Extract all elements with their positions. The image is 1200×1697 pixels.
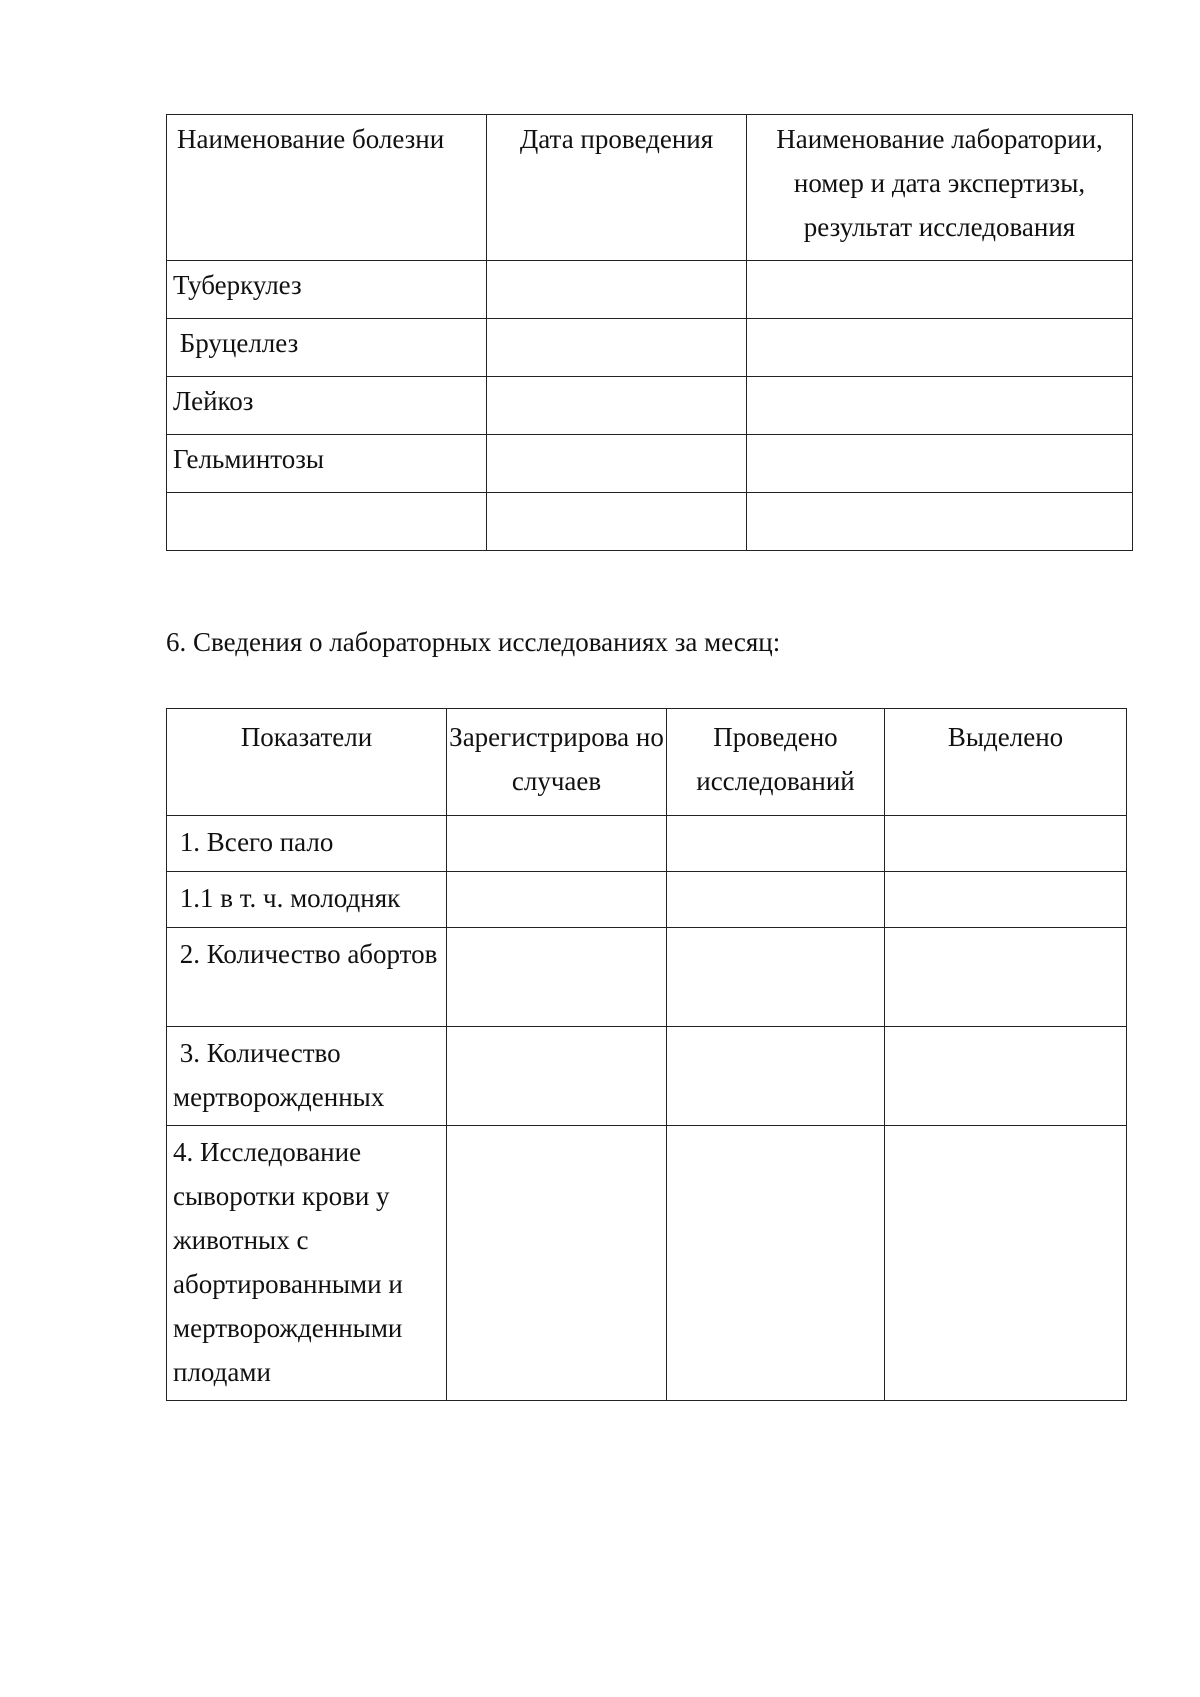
registered-cell [447, 1027, 667, 1126]
disease-name-cell: Бруцеллез [167, 319, 487, 377]
indicator-cell: 3. Количество мертворожденных [167, 1027, 447, 1126]
laboratory-cell [747, 377, 1133, 435]
isolated-cell [885, 816, 1127, 872]
date-cell [487, 435, 747, 493]
table-row [167, 493, 1133, 551]
column-header-isolated: Выделено [885, 709, 1127, 816]
disease-name-cell: Лейкоз [167, 377, 487, 435]
column-header-date: Дата проведения [487, 115, 747, 261]
isolated-cell [885, 1126, 1127, 1401]
disease-name-cell: Гельминтозы [167, 435, 487, 493]
indicator-cell: 1.1 в т. ч. молодняк [167, 872, 447, 928]
studies-cell [667, 1027, 885, 1126]
indicator-cell: 2. Количество абортов [167, 928, 447, 1027]
studies-cell [667, 816, 885, 872]
table-row [167, 261, 1133, 319]
date-cell [487, 261, 747, 319]
registered-cell [447, 928, 667, 1027]
isolated-cell [885, 872, 1127, 928]
table-row [167, 435, 1133, 493]
lab-studies-table [166, 708, 1127, 1401]
diseases-table [166, 114, 1133, 551]
table-header-row [167, 709, 1127, 816]
column-header-studies-conducted: Проведено исследований [667, 709, 885, 816]
column-header-disease-name: Наименование болезни [167, 115, 487, 261]
disease-name-cell [167, 493, 487, 551]
date-cell [487, 493, 747, 551]
date-cell [487, 377, 747, 435]
column-header-indicators: Показатели [167, 709, 447, 816]
table-row [167, 377, 1133, 435]
isolated-cell [885, 928, 1127, 1027]
section-heading: 6. Сведения о лабораторных исследованиях за месяц: [166, 627, 781, 657]
table-row [167, 928, 1127, 1027]
table-row [167, 1126, 1127, 1401]
laboratory-cell [747, 261, 1133, 319]
studies-cell [667, 928, 885, 1027]
disease-name-cell: Туберкулез [167, 261, 487, 319]
isolated-cell [885, 1027, 1127, 1126]
table-header-row [167, 115, 1133, 261]
table-row [167, 872, 1127, 928]
indicator-cell: 1. Всего пало [167, 816, 447, 872]
studies-cell [667, 872, 885, 928]
studies-cell [667, 1126, 885, 1401]
laboratory-cell [747, 493, 1133, 551]
date-cell [487, 319, 747, 377]
registered-cell [447, 816, 667, 872]
registered-cell [447, 872, 667, 928]
column-header-laboratory: Наименование лаборатории, номер и дата экспертизы, результат исследования [747, 115, 1133, 261]
column-header-registered-cases: Зарегистрирова но случаев [447, 709, 667, 816]
indicator-cell: 4. Исследование сыворотки крови у животных с абортированными и мертворожденными плодами [167, 1126, 447, 1401]
laboratory-cell [747, 319, 1133, 377]
table-row [167, 319, 1133, 377]
table-row [167, 816, 1127, 872]
registered-cell [447, 1126, 667, 1401]
table-row [167, 1027, 1127, 1126]
laboratory-cell [747, 435, 1133, 493]
